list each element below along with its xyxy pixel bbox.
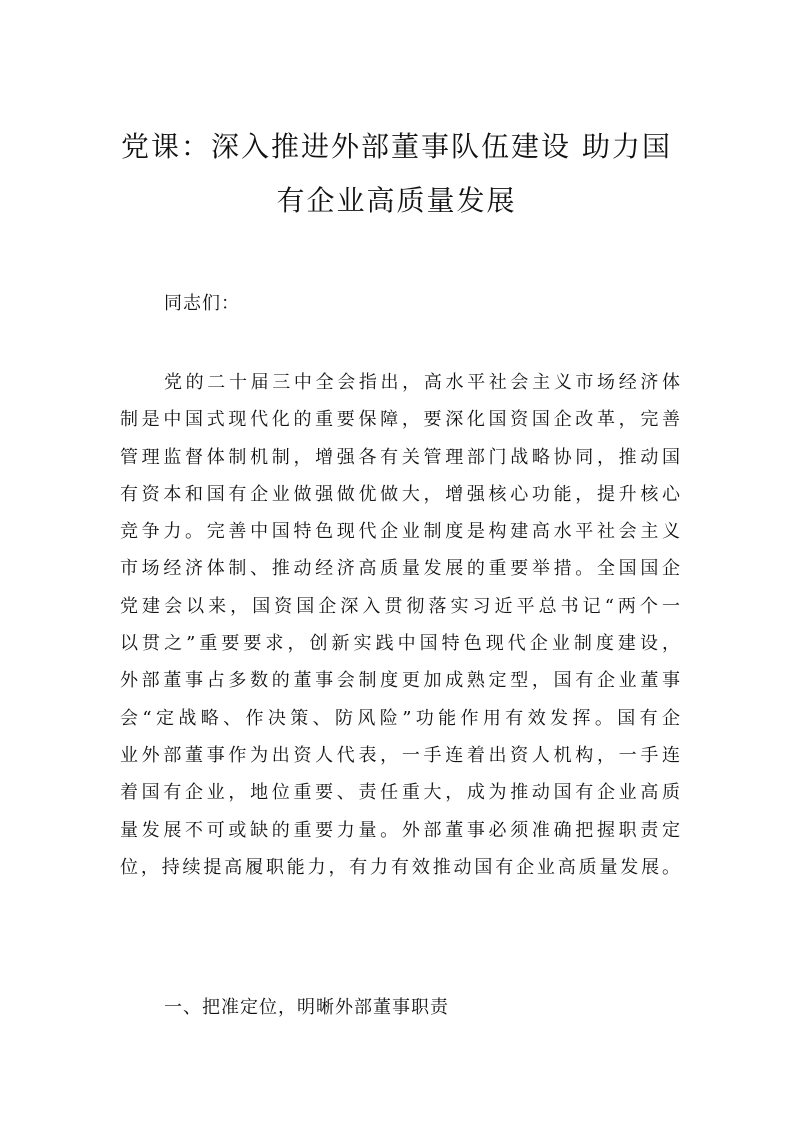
paragraph-line-13: 量发展不可或缺的重要力量。外部董事必须准确把握职责定 xyxy=(120,819,680,841)
paragraph-line-4: 有资本和国有企业做强做优做大，增强核心功能，提升核心 xyxy=(120,483,680,505)
document-title xyxy=(120,120,673,228)
title-line-1: 党课：深入推进外部董事队伍建设 助力国 xyxy=(121,130,672,163)
paragraph-line-2: 制是中国式现代化的重要保障，要深化国资国企改革，完善 xyxy=(120,409,680,431)
paragraph-line-11: 业外部董事作为出资人代表，一手连着出资人机构，一手连 xyxy=(120,744,680,766)
paragraph-line-8: 以贯之”重要要求，创新实践中国特色现代企业制度建设， xyxy=(120,633,680,655)
paragraph-line-12: 着国有企业，地位重要、责任重大，成为推动国有企业高质 xyxy=(120,782,680,804)
paragraph-line-10: 会“定战略、作决策、防风险”功能作用有效发挥。国有企 xyxy=(120,707,680,729)
section-heading: 一、把准定位，明晰外部董事职责 xyxy=(164,997,449,1018)
paragraph-line-3: 管理监督体制机制，增强各有关管理部门战略协同，推动国 xyxy=(120,446,680,468)
salutation: 同志们： xyxy=(164,293,240,314)
paragraph-line-6: 市场经济体制、推动经济高质量发展的重要举措。全国国企 xyxy=(120,558,680,580)
paragraph-line-5: 竞争力。完善中国特色现代企业制度是构建高水平社会主义 xyxy=(120,521,680,543)
body-paragraph xyxy=(120,364,680,886)
paragraph-line-14: 位，持续提高履职能力，有力有效推动国有企业高质量发展。 xyxy=(120,856,680,878)
paragraph-line-9: 外部董事占多数的董事会制度更加成熟定型，国有企业董事 xyxy=(120,670,680,692)
paragraph-line-1: 党的二十届三中全会指出，高水平社会主义市场经济体 xyxy=(164,372,680,393)
title-line-2: 有企业高质量发展 xyxy=(276,184,517,217)
paragraph-line-7: 党建会以来，国资国企深入贯彻落实习近平总书记“两个一 xyxy=(120,595,680,617)
